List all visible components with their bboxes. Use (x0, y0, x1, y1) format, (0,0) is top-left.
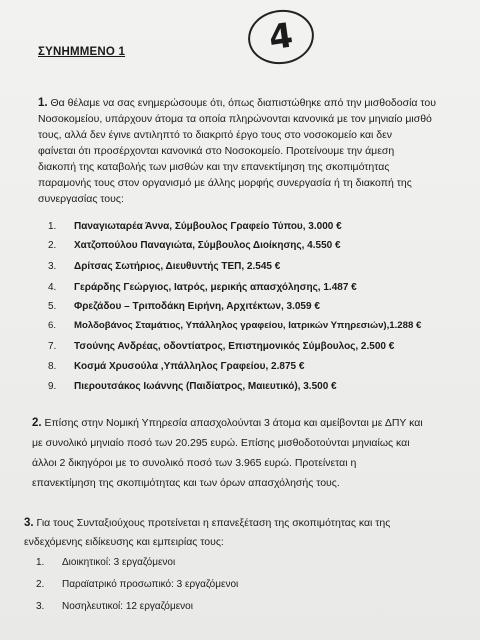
section-2-line: επανεκτίμηση της σκοπιμότητας και των όρων απασχόλησής τους. (32, 477, 340, 489)
staff-list-item: 6. Μολδοβάνος Σταμάτιος, Υπάλληλος γραφείου, Ιατρικών Υπηρεσιών),1.288 € (48, 320, 422, 331)
staff-list-item: 1. Παναγιωταρέα Άννα, Σύμβουλος Γραφείο Τύπου, 3.000 € (48, 221, 342, 232)
section-2-line: 2. Επίσης στην Νομική Υπηρεσία απασχολούνται 3 άτομα και αμείβονται με ΔΠΥ και (32, 417, 423, 429)
retiree-list-item: 2. Παραϊατρικό προσωπικό: 3 εργαζόμενοι (36, 579, 239, 590)
section-3-line: ενδεχόμενης ειδίκευσης και εμπειρίας τους: (24, 536, 224, 548)
staff-list-item: 8. Κοσμά Χρυσούλα ,Υπάλληλος Γραφείου, 2.875 € (48, 361, 305, 372)
section-1-line: διακοπή της καταβολής των μισθών και την επανεκτίμηση της σκοπιμότητας (38, 161, 390, 173)
staff-list-item: 4. Γεράρδης Γεώργιος, Ιατρός, μερικής απασχόλησης, 1.487 € (48, 282, 357, 293)
section-2-line: άλλοι 2 δικηγόροι με το συνολικό ποσό των 3.965 ευρώ. Προτείνεται η (32, 457, 357, 469)
staff-list-item: 9. Πιερουτσάκος Ιωάννης (Παιδίατρος, Μαιευτικό), 3.500 € (48, 381, 337, 392)
section-3-line: 3. Για τους Συνταξιούχους προτείνεται η επανεξέταση της σκοπιμότητας και της (24, 517, 391, 529)
retiree-list-item: 3. Νοσηλευτικοί: 12 εργαζόμενοι (36, 601, 193, 612)
attachment-header: ΣΥΝΗΜΜΕΝΟ 1 (38, 46, 126, 58)
section-1-line: φαίνεται ότι προσέρχονται κανονικά στο Νοσοκομείο. Προτείνουμε την άμεση (38, 145, 395, 157)
staff-list-item: 3. Δρίτσας Σωτήριος, Διευθυντής ΤΕΠ, 2.545 € (48, 261, 281, 272)
section-1-line: 1. Θα θέλαμε να σας ενημερώσουμε ότι, όπως διαπιστώθηκε από την μισθοδοσία του (38, 97, 436, 109)
section-1-line: συνεργασίας τους: (38, 193, 124, 205)
section-1-line: παραμονής τους στον οργανισμό με άλλης μορφής συνεργασία ή τη διακοπή της (38, 177, 412, 189)
section-3-number: 3. (24, 517, 34, 529)
handwritten-page-number: 4 (245, 6, 318, 69)
staff-list-item: 7. Τσούνης Ανδρέας, οδοντίατρος, Επιστημονικός Σύμβουλος, 2.500 € (48, 341, 395, 352)
retiree-list-item: 1. Διοικητικοί: 3 εργαζόμενοι (36, 557, 176, 568)
staff-list-item: 5. Φρεζάδου – Τριποδάκη Ειρήνη, Αρχιτέκτων, 3.059 € (48, 301, 320, 312)
section-1-line: Νοσοκομείου, υπάρχουν άτομα τα οποία πληρώνονται κανονικά με τον μηνιαίο μισθό (38, 113, 432, 125)
staff-list-item: 2. Χατζοπούλου Παναγιώτα, Σύμβουλος Διοίκησης, 4.550 € (48, 240, 341, 251)
section-1-line: τους, αλλά δεν έγινε αντιληπτό το διακριτό έργο τους στο νοσοκομείο και δεν (38, 129, 393, 141)
section-2-number: 2. (32, 417, 42, 429)
section-1-number: 1. (38, 97, 48, 109)
section-2-line: με συνολικό μηνιαίο ποσό των 20.295 ευρώ. Επίσης μισθοδοτούνται μηνιαίως και (32, 437, 410, 449)
